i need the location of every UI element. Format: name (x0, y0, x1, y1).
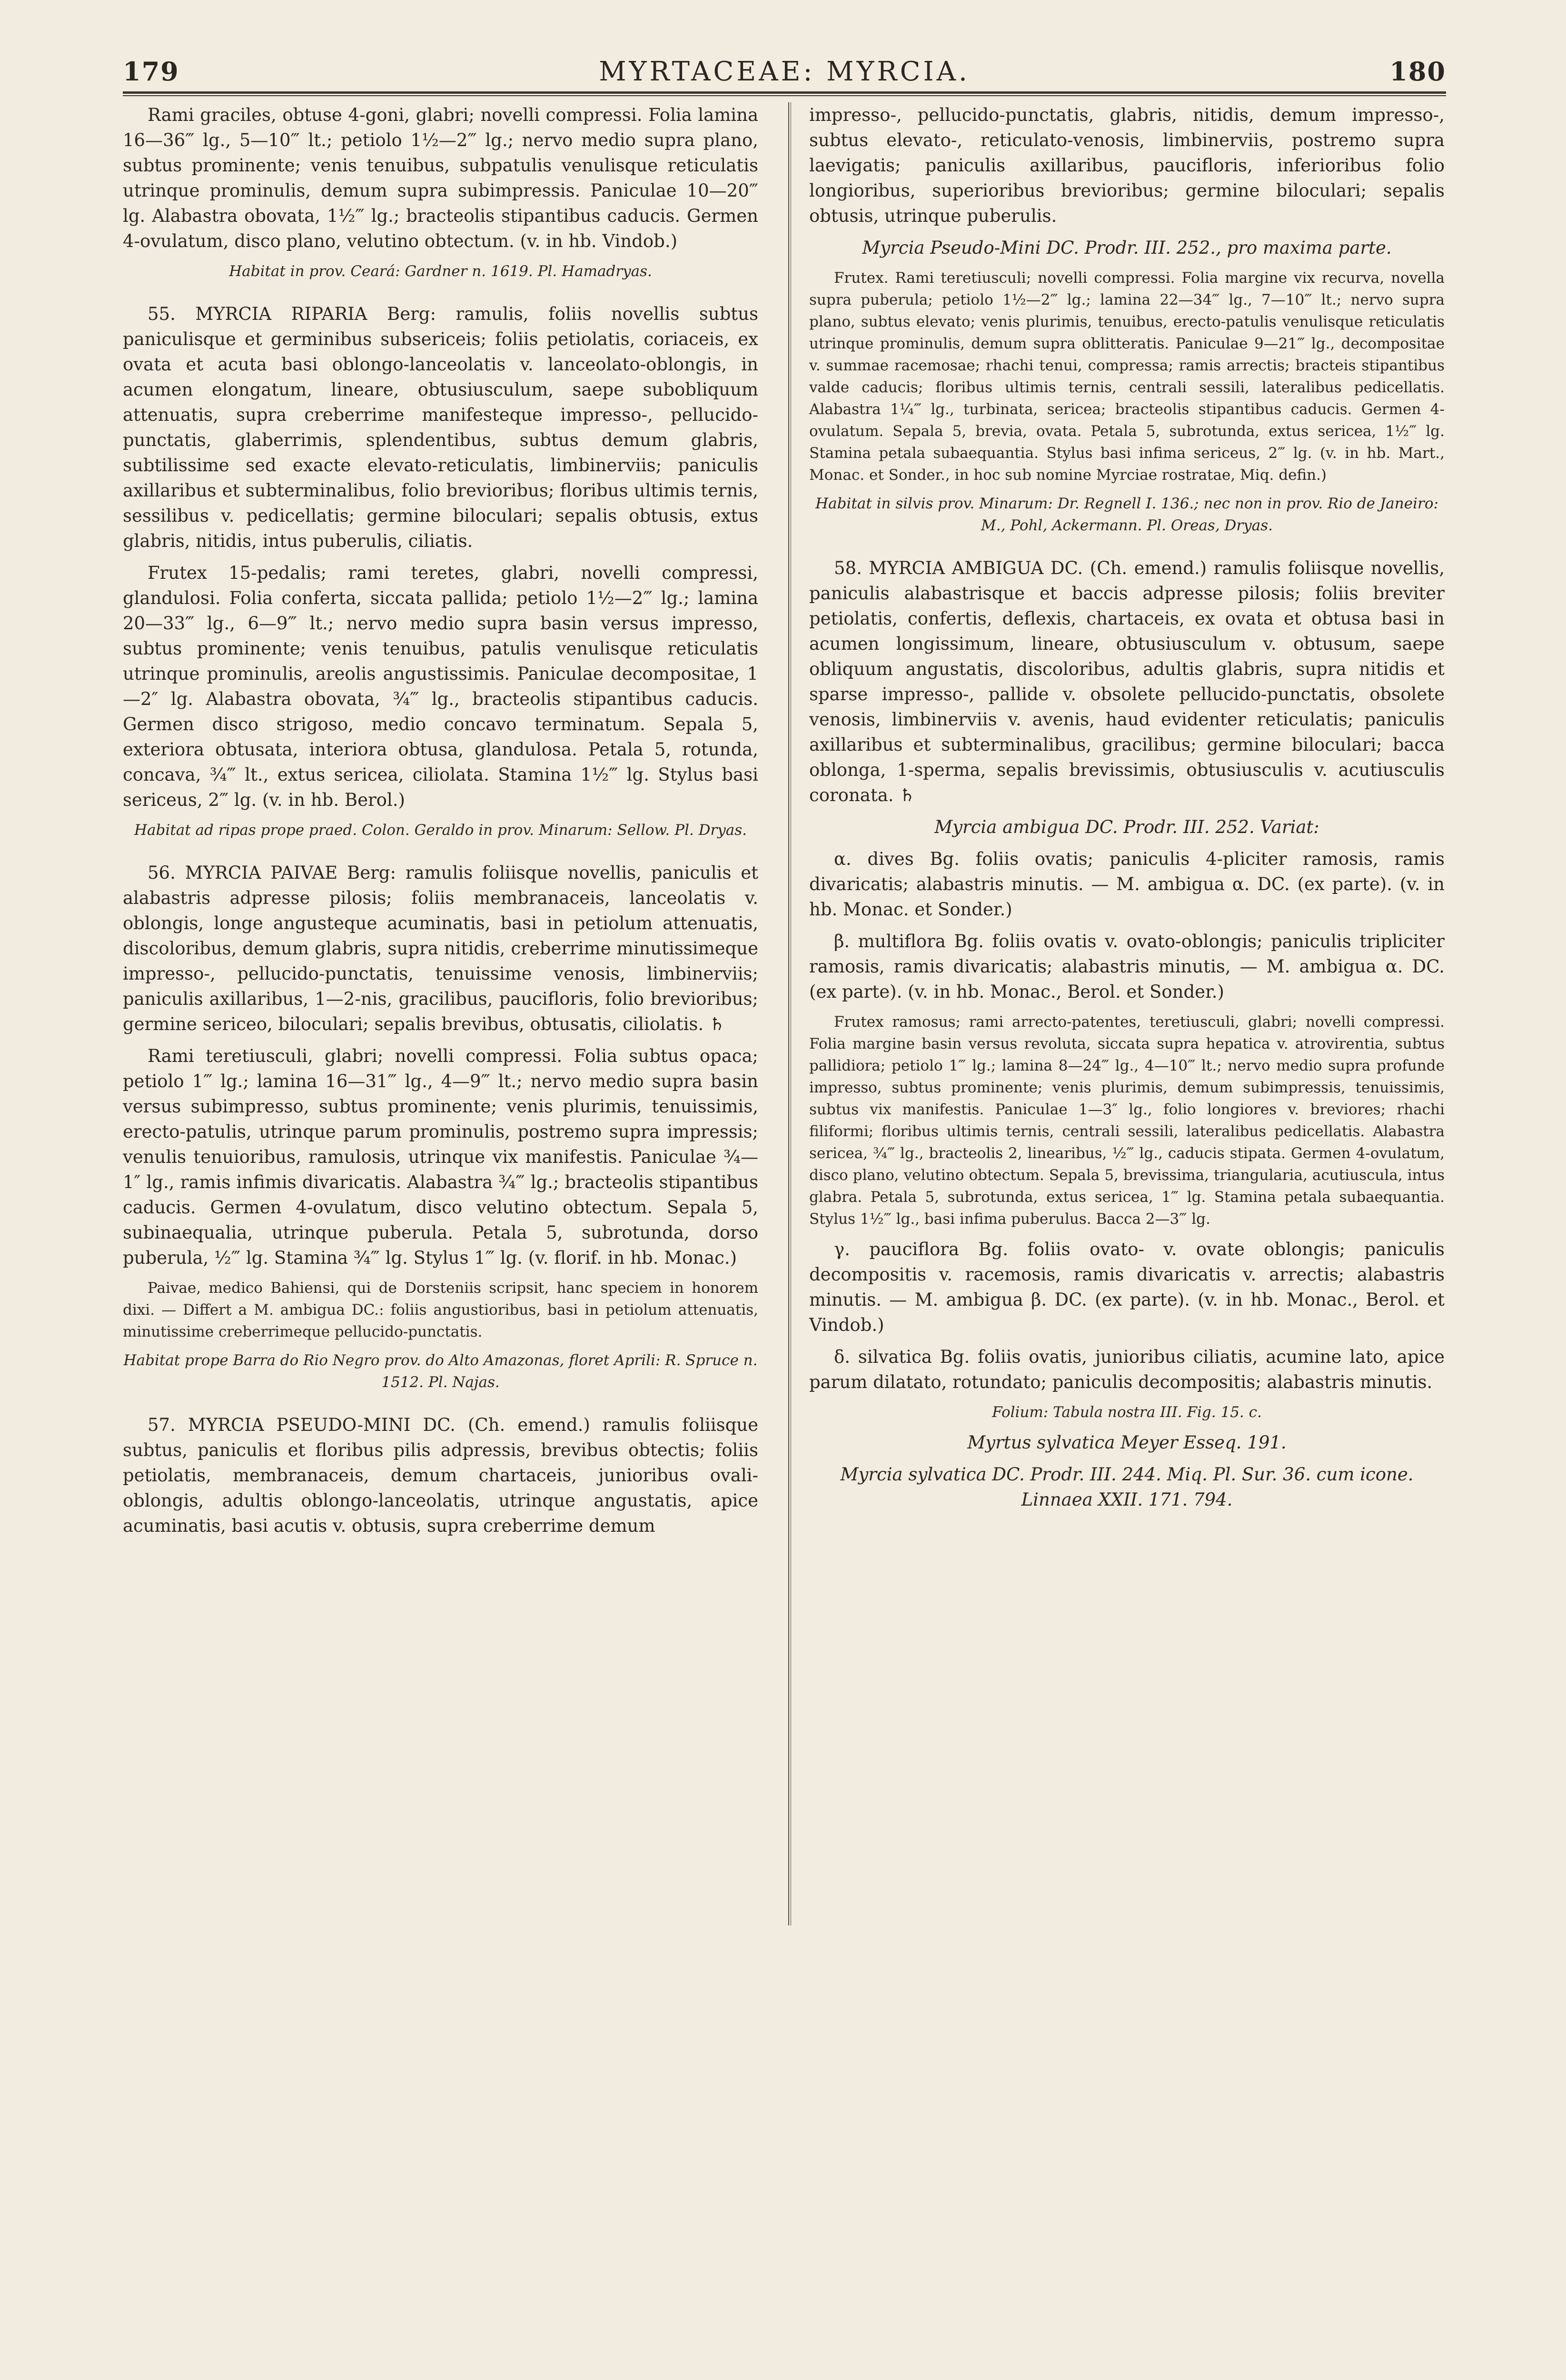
right-paragraph: γ. pauciflora Bg. foliis ovato- v. ovate oblongis; paniculis decompositis v. racemosis, ramis divaricatis v. arrectis; alabastris minutis. — M. ambigua β. DC. (ex parte). (v. in hb. Monac., Berol. et Vindob.) (809, 1239, 1445, 1335)
page-number-left: 179 (123, 56, 179, 87)
left-column (123, 102, 758, 1545)
header-rule (123, 91, 1446, 94)
right-paragraph: Frutex ramosus; rami arrecto-patentes, teretiusculi, glabri; novelli compressi. Folia margine basin versus revoluta, siccata supra hepatica v. atrovirentia, subtus pallidiora; petiolo 1‴ lg.; lamina 8—24‴ lg., 4—10‴ lt.; nervo medio supra profunde impresso, subtus prominente; venis plurimis, demum subimpressis, tenuissimis, subtus vix manifestis. Paniculae 1—3″ lg., folio longiores v. breviores; rhachi filiformi; floribus ultimis ternis, centrali sessili, lateralibus pedicellatis. Alabastra sericea, ¾‴ lg., bracteolis 2, linearibus, ½‴ lg., caducis stipata. Germen 4-ovulatum, disco plano, velutino obtectum. Sepala 5, brevissima, triangularia, acutiuscula, intus glabra. Petala 5, subrotunda, extus sericea, 1‴ lg. Stamina petala subaequantia. Stylus 1½‴ lg., basi infima puberulus. Bacca 2—3‴ lg. (809, 1013, 1445, 1228)
left-paragraph: Habitat ad ripas prope praed. Colon. Geraldo in prov. Minarum: Sellow. Pl. Dryas. (134, 822, 747, 839)
page-number-right: 180 (1389, 56, 1446, 87)
left-paragraph: 57. MYRCIA PSEUDO-MINI DC. (Ch. emend.) ramulis foliisque subtus, paniculis et floribus pilis adpressis, brevibus obtectis; foliis petiolatis, membranaceis, demum chartaceis, junioribus ovali-oblongis, adultis oblongo-lanceolatis, utrinque angustatis, apice acuminatis, basi acutis v. obtusis, supra creberrime demum (123, 1415, 758, 1536)
right-paragraph: Frutex. Rami teretiusculi; novelli compressi. Folia margine vix recurva, novella supra puberula; petiolo 1½—2‴ lg.; lamina 22—34‴ lg., 7—10‴ lt.; nervo supra plano, subtus elevato; venis plurimis, tenuibus, erecto-patulis venulisque reticulatis utrinque prominulis, demum supra oblitteratis. Paniculae 9—21‴ lg., decompositae v. summae racemosae; rhachi tenui, compressa; ramis arrectis; bracteis stipantibus valde caducis; floribus ultimis ternis, centrali sessili, lateralibus pedicellatis. Alabastra 1¼‴ lg., turbinata, sericea; bracteolis stipantibus caducis. Germen 4-ovulatum. Sepala 5, brevia, ovata. Petala 5, subrotunda, extus sericea, 1½‴ lg. Stamina petala subaequantia. Stylus basi infima sericeus, 2‴ lg. (v. in hb. Mart., Monac. et Sonder., in hoc sub nomine Myrciae rostratae, Miq. defin.) (809, 269, 1445, 484)
page-header (123, 56, 1446, 89)
right-paragraph: Folium: Tabula nostra III. Fig. 15. c. (992, 1404, 1262, 1421)
right-column (809, 102, 1445, 1519)
left-paragraph: 55. MYRCIA RIPARIA Berg: ramulis, foliis novellis subtus paniculisque et germinibus subsericeis; foliis petiolatis, coriaceis, ex ovata et acuta basi oblongo-lanceolatis v. lanceolato-oblongis, in acumen elongatum, lineare, obtusiusculum, saepe subobliquum attenuatis, supra creberrime manifesteque impresso-, pellucido-punctatis, glaberrimis, splendentibus, subtus demum glabris, subtilissime sed exacte elevato-reticulatis, limbinerviis; paniculis axillaribus et subterminalibus, folio brevioribus; floribus ultimis ternis, sessilibus v. pedicellatis; germine biloculari; sepalis obtusis, extus glabris, nitidis, intus puberulis, ciliatis. (123, 304, 758, 551)
right-paragraph: Habitat in silvis prov. Minarum: Dr. Regnell I. 136.; nec non in prov. Rio de Janeiro: M., Pohl, Ackermann. Pl. Oreas, Dryas. (815, 495, 1438, 534)
running-title: MYRTACEAE: MYRCIA. (599, 56, 970, 87)
left-paragraph: Rami teretiusculi, glabri; novelli compressi. Folia subtus opaca; petiolo 1‴ lg.; lamina 16—31‴ lg., 4—9‴ lt.; nervo medio supra basin versus subimpresso, subtus prominente; venis plurimis, tenuissimis, erecto-patulis, utrinque parum prominulis, postremo supra impressis; venulis tenuioribus, ramulosis, utrinque vix manifestis. Paniculae ¾—1″ lg., ramis infimis divaricatis. Alabastra ¾‴ lg.; bracteolis stipantibus caducis. Germen 4-ovulatum, disco velutino obtectum. Sepala 5, subinaequalia, utrinque puberula. Petala 5, subrotunda, dorso puberula, ½‴ lg. Stamina ¾‴ lg. Stylus 1‴ lg. (v. florif. in hb. Monac.) (123, 1046, 758, 1268)
right-paragraph: Myrtus sylvatica Meyer Esseq. 191. (967, 1432, 1287, 1453)
column-divider (788, 102, 789, 1925)
right-paragraph: impresso-, pellucido-punctatis, glabris, nitidis, demum impresso-, subtus elevato-, reticulato-venosis, limbinerviis, postremo supra laevigatis; paniculis axillaribus, paucifloris, inferioribus folio longioribus, superioribus brevioribus; germine biloculari; sepalis obtusis, utrinque puberulis. (809, 105, 1445, 226)
right-paragraph: Myrcia sylvatica DC. Prodr. III. 244. Miq. Pl. Sur. 36. cum icone. Linnaea XXII. 171. 794. (840, 1464, 1414, 1510)
left-paragraph: Paivae, medico Bahiensi, qui de Dorsteniis scripsit, hanc speciem in honorem dixi. — Differt a M. ambigua DC.: foliis angustioribus, basi in petiolum attenuatis, minutissime creberrimeque pellucido-punctatis. (123, 1279, 758, 1340)
right-paragraph: Myrcia Pseudo-Mini DC. Prodr. III. 252., pro maxima parte. (862, 238, 1392, 258)
left-paragraph: Rami graciles, obtuse 4-goni, glabri; novelli compressi. Folia lamina 16—36‴ lg., 5—10‴ lt.; petiolo 1½—2‴ lg.; nervo medio supra plano, subtus prominente; venis tenuibus, subpatulis venulisque reticulatis utrinque prominulis, demum supra subimpressis. Paniculae 10—20‴ lg. Alabastra obovata, 1½‴ lg.; bracteolis stipantibus caducis. Germen 4-ovulatum, disco plano, velutino obtectum. (v. in hb. Vindob.) (123, 105, 758, 251)
right-paragraph: 58. MYRCIA AMBIGUA DC. (Ch. emend.) ramulis foliisque novellis, paniculis alabastrisque et baccis adpresse pilosis; foliis breviter petiolatis, confertis, deflexis, chartaceis, ex ovata et obtusa basi in acumen longissimum, lineare, obtusiusculum v. obtusum, saepe obliquum angustatis, discoloribus, adultis glabris, supra nitidis et sparse impresso-, pallide v. obsolete pellucido-punctatis, obsolete venosis, limbinerviis v. avenis, haud evidenter reticulatis; paniculis axillaribus et subterminalibus, gracilibus; germine biloculari; bacca oblonga, 1-sperma, sepalis brevissimis, obtusiusculis v. acutiusculis coronata. ♄ (809, 558, 1445, 805)
right-paragraph: β. multiflora Bg. foliis ovatis v. ovato-oblongis; paniculis tripliciter ramosis, ramis divaricatis; alabastris minutis, — M. ambigua α. DC. (ex parte). (v. in hb. Monac., Berol. et Sonder.) (809, 931, 1445, 1002)
right-paragraph: Myrcia ambigua DC. Prodr. III. 252. Variat: (934, 817, 1319, 837)
right-paragraph: α. dives Bg. foliis ovatis; paniculis 4-pliciter ramosis, ramis divaricatis; alabastris minutis. — M. ambigua α. DC. (ex parte). (v. in hb. Monac. et Sonder.) (809, 849, 1445, 920)
header-rule-thin (123, 95, 1446, 96)
left-paragraph: Habitat in prov. Ceará: Gardner n. 1619. Pl. Hamadryas. (229, 263, 652, 280)
left-paragraph: Habitat prope Barra do Rio Negro prov. do Alto Amazonas, floret Aprili: R. Spruce n. 1512. Pl. Najas. (123, 1352, 758, 1391)
left-paragraph: Frutex 15-pedalis; rami teretes, glabri, novelli compressi, glandulosi. Folia conferta, siccata pallida; petiolo 1½—2‴ lg.; lamina 20—33‴ lg., 6—9‴ lt.; nervo medio supra basin versus impresso, subtus prominente; venis tenuibus, patulis venulisque reticulatis utrinque prominulis, areolis angustissimis. Paniculae decompositae, 1—2″ lg. Alabastra obovata, ¾‴ lg., bracteolis stipantibus caducis. Germen disco strigoso, medio concavo terminatum. Sepala 5, exteriora obtusata, interiora obtusa, glandulosa. Petala 5, rotunda, concava, ¾‴ lt., extus sericea, ciliolata. Stamina 1½‴ lg. Stylus basi sericeus, 2‴ lg. (v. in hb. Berol.) (123, 563, 758, 810)
left-paragraph: 56. MYRCIA PAIVAE Berg: ramulis foliisque novellis, paniculis et alabastris adpresse pilosis; foliis membranaceis, lanceolatis v. oblongis, longe angusteque acuminatis, basi in petiolum attenuatis, discoloribus, demum glabris, supra nitidis, creberrime minutissimeque impresso-, pellucido-punctatis, tenuissime venosis, limbinerviis; paniculis axillaribus, 1—2-nis, gracilibus, paucifloris, folio brevioribus; germine sericeo, biloculari; sepalis brevibus, obtusatis, ciliolatis. ♄ (123, 863, 758, 1034)
right-paragraph: δ. silvatica Bg. foliis ovatis, junioribus ciliatis, acumine lato, apice parum dilatato, rotundato; paniculis decompositis; alabastris minutis. (809, 1347, 1445, 1392)
